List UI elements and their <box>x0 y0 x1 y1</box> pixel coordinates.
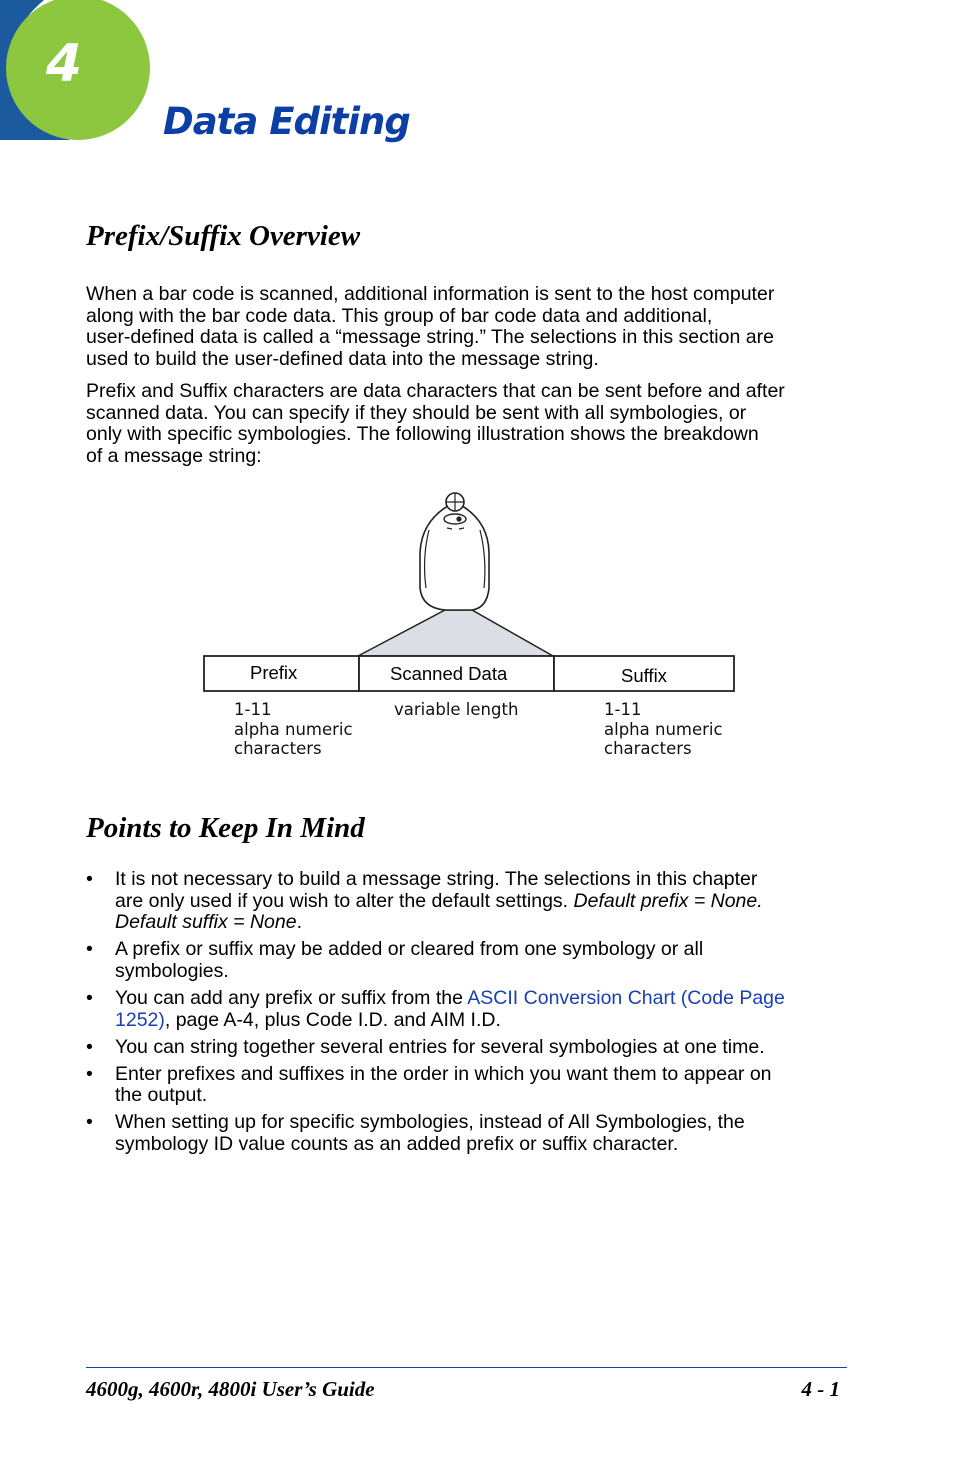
text-line: user-defined data is called a “message string.” The selections in this section are <box>86 326 774 349</box>
footer-guide-title: 4600g, 4600r, 4800i User’s Guide <box>86 1377 375 1401</box>
list-item <box>86 988 866 1031</box>
list-item <box>86 1112 866 1155</box>
scanned-data-caption: variable length <box>394 700 519 719</box>
chapter-title: Data Editing <box>163 100 410 143</box>
text-line: You can add any prefix or suffix from the <box>115 986 468 1009</box>
caption-line: characters <box>604 739 692 758</box>
scanned-data-label: Scanned Data <box>390 663 508 684</box>
caption-line: characters <box>234 739 322 758</box>
message-string-diagram <box>200 488 740 778</box>
text-line: of a message string: <box>86 444 262 467</box>
footer-page-number: 4 - 1 <box>801 1377 840 1401</box>
text-line: symbology ID value counts as an added prefix or suffix character. <box>115 1133 679 1156</box>
bullet-icon: • <box>86 868 93 890</box>
overview-heading: Prefix/Suffix Overview <box>86 220 361 252</box>
bullet-icon: • <box>86 938 93 961</box>
text-line: used to build the user-defined data into the message string. <box>86 347 599 370</box>
default-suffix-text: Default suffix = None <box>115 911 297 934</box>
suffix-label: Suffix <box>621 665 667 686</box>
prefix-label: Prefix <box>250 662 298 683</box>
overview-paragraph-1 <box>86 284 858 370</box>
bullet-icon: • <box>86 986 93 1009</box>
points-heading: Points to Keep In Mind <box>86 812 365 844</box>
caption-line: 1-11 <box>234 700 272 719</box>
ascii-chart-link[interactable]: ASCII Conversion Chart (Code Page <box>467 986 785 1009</box>
default-prefix-text: Default prefix = None. <box>573 889 763 912</box>
text-line: A prefix or suffix may be added or cleared from one symbology or all <box>115 938 704 961</box>
text-line: It is not necessary to build a message string. The selections in this chapter <box>115 868 758 890</box>
list-item <box>86 1037 866 1059</box>
caption-line: alpha numeric <box>604 719 723 739</box>
text-line: , page A-4, plus Code I.D. and AIM I.D. <box>164 1008 501 1031</box>
text-line: . <box>296 911 302 934</box>
list-item <box>86 869 866 934</box>
scanner-icon <box>420 493 489 610</box>
chapter-number: 4 <box>45 34 83 94</box>
list-item <box>86 1064 866 1107</box>
suffix-caption <box>604 700 723 759</box>
footer-divider <box>86 1367 847 1368</box>
text-line: You can string together several entries for several symbologies at one time. <box>115 1035 765 1058</box>
caption-line: 1-11 <box>604 700 642 719</box>
bullet-icon: • <box>86 1035 93 1058</box>
list-item <box>86 939 866 982</box>
text-line: symbologies. <box>115 959 229 982</box>
prefix-caption <box>234 700 353 759</box>
text-line: are only used if you wish to alter the default settings. <box>115 889 574 912</box>
overview-paragraph-2 <box>86 381 858 467</box>
bullet-icon: • <box>86 1062 93 1085</box>
caption-line: alpha numeric <box>234 719 353 739</box>
text-line: the output. <box>115 1084 208 1107</box>
text-line: along with the bar code data. This group of bar code data and additional, <box>86 304 713 327</box>
text-line: Enter prefixes and suffixes in the order in which you want them to appear on <box>115 1062 772 1085</box>
text-line: When setting up for specific symbologies, instead of All Symbologies, the <box>115 1111 745 1134</box>
text-line: scanned data. You can specify if they should be sent with all symbologies, or <box>86 401 747 424</box>
points-list <box>86 869 866 1161</box>
text-line: Prefix and Suffix characters are data characters that can be sent before and after <box>86 380 785 402</box>
text-line: When a bar code is scanned, additional information is sent to the host computer <box>86 283 775 305</box>
ascii-chart-link-continued[interactable]: 1252) <box>115 1008 165 1031</box>
text-line: only with specific symbologies. The following illustration shows the breakdown <box>86 423 759 446</box>
scan-beam <box>358 610 553 656</box>
bullet-icon: • <box>86 1111 93 1134</box>
